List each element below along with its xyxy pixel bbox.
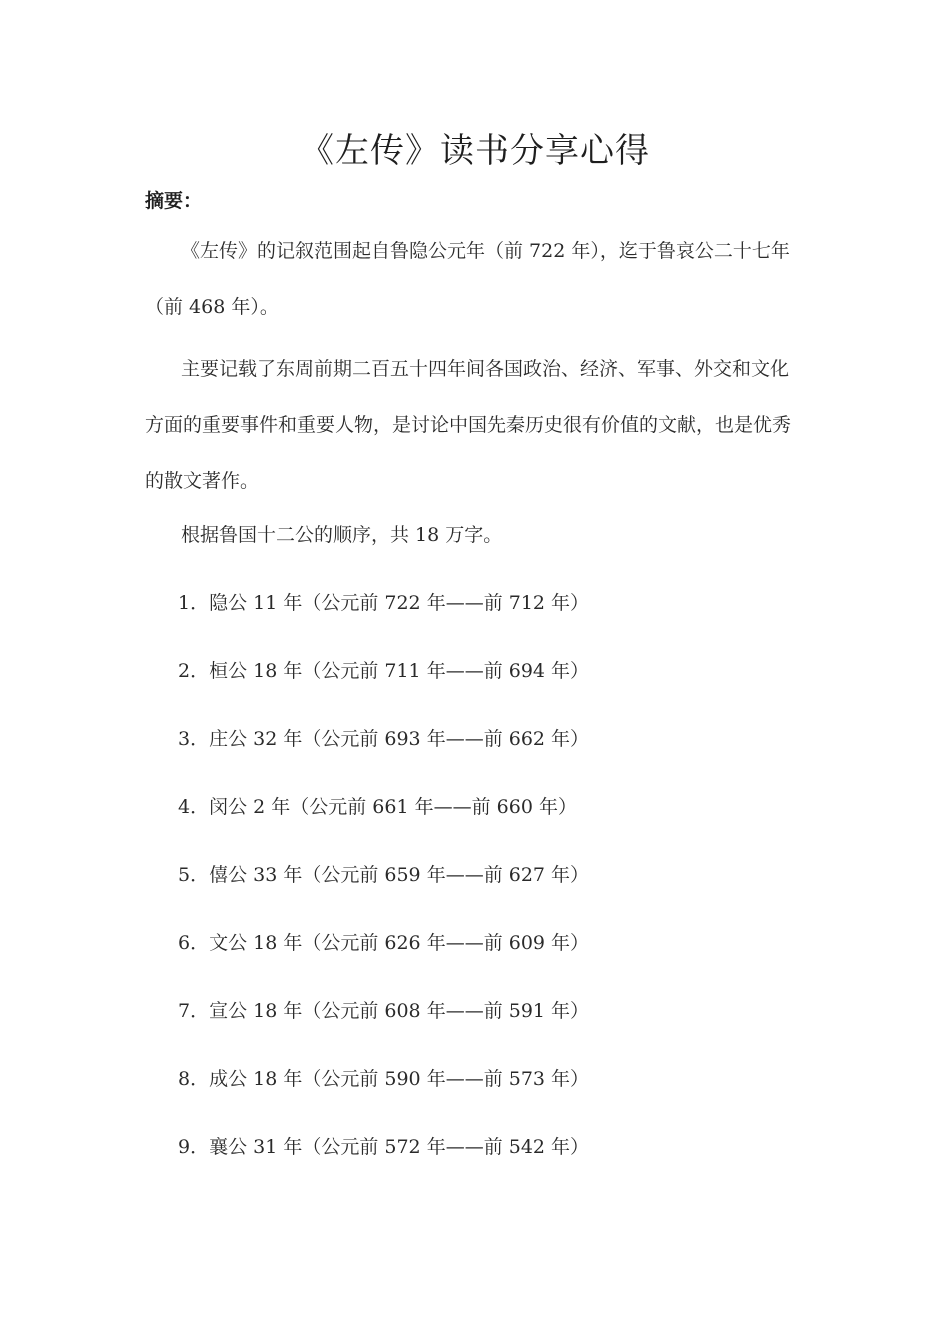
reign-item: 5．僖公 33 年（公元前 659 年——前 627 年） [178,864,590,886]
abstract-paragraph-structure: 根据鲁国十二公的顺序，共 18 万字。 [181,524,503,546]
reign-item: 7．宣公 18 年（公元前 608 年——前 591 年） [178,1000,590,1022]
reign-item: 6．文公 18 年（公元前 626 年——前 609 年） [178,932,590,954]
reign-item: 3．庄公 32 年（公元前 693 年——前 662 年） [178,728,590,750]
abstract-label: 摘要： [145,190,203,212]
reign-item: 2．桓公 18 年（公元前 711 年——前 694 年） [178,660,590,682]
reign-item: 8．成公 18 年（公元前 590 年——前 573 年） [178,1068,590,1090]
reign-list [178,575,589,1187]
page-title: 《左传》读书分享心得 [300,131,650,171]
abstract-paragraph-content: 主要记载了东周前期二百五十四年间各国政治、经济、军事、外交和文化方面的重要事件和重要人物，是讨论中国先秦历史很有价值的文献，也是优秀的散文著作。 [145,358,792,492]
reign-item: 9．襄公 31 年（公元前 572 年——前 542 年） [178,1136,590,1158]
reign-item: 1．隐公 11 年（公元前 722 年——前 712 年） [178,592,590,614]
abstract-paragraph-scope: 《左传》的记叙范围起自鲁隐公元年（前 722 年），迄于鲁哀公二十七年（前 468 年）。 [145,240,790,318]
reign-item: 4．闵公 2 年（公元前 661 年——前 660 年） [178,796,577,818]
